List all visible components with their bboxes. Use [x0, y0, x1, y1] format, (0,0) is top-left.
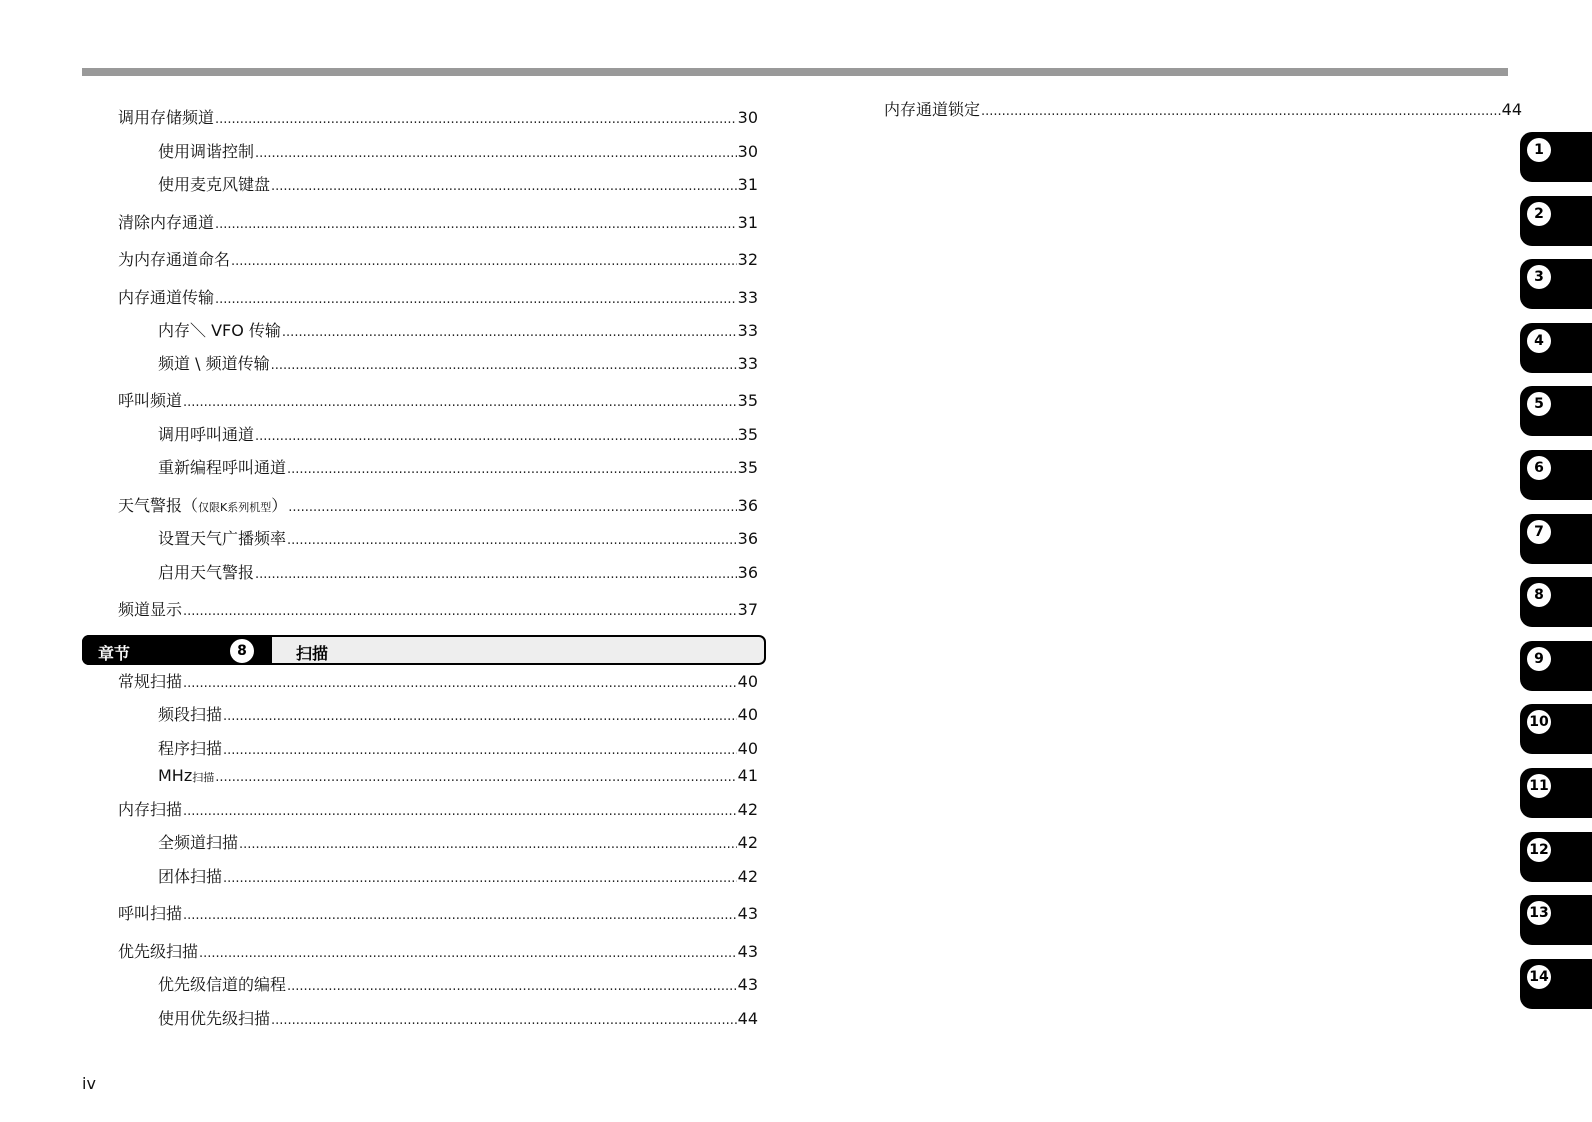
toc-entry-title: 团体扫描 [158, 867, 223, 886]
dot-leader [271, 356, 737, 376]
toc-entry-title: 全频道扫描 [158, 833, 239, 852]
toc-entry[interactable] [158, 321, 758, 343]
dot-leader [183, 602, 737, 622]
chapter-tab-number: 3 [1527, 265, 1551, 289]
toc-entry-title: 设置天气广播频率 [158, 529, 287, 548]
toc-entry[interactable] [158, 975, 758, 997]
toc-entry-title: 重新编程呼叫通道 [158, 458, 287, 477]
dot-leader [287, 460, 737, 480]
toc-entry-page: 40 [737, 672, 758, 691]
toc-entry-title-note: 扫描 [192, 771, 215, 784]
toc-entry[interactable] [118, 213, 758, 235]
toc-entry[interactable] [158, 833, 758, 855]
toc-entry-title: 优先级信道的编程 [158, 975, 287, 994]
toc-entry[interactable] [158, 1009, 758, 1031]
chapter-tab-number: 7 [1527, 520, 1551, 544]
dot-leader [183, 393, 737, 413]
toc-entry-page: 42 [737, 833, 758, 852]
toc-entry-title: 内存通道锁定 [884, 100, 981, 119]
toc-entry[interactable] [158, 705, 758, 727]
toc-entry-page: 33 [737, 288, 758, 307]
toc-entry[interactable] [118, 904, 758, 926]
toc-entry-title: 调用存储频道 [118, 108, 215, 127]
chapter-tab-8[interactable] [1520, 577, 1592, 627]
dot-leader [183, 802, 737, 822]
page-number: iv [82, 1074, 96, 1093]
toc-entry-page: 32 [737, 250, 758, 269]
dot-leader [239, 835, 737, 855]
toc-entry-title: 程序扫描 [158, 739, 223, 758]
toc-entry[interactable] [158, 425, 758, 447]
toc-entry-title: 频道显示 [118, 600, 183, 619]
chapter-tab-2[interactable] [1520, 196, 1592, 246]
chapter-tab-10[interactable] [1520, 704, 1592, 754]
chapter-tab-number: 6 [1527, 456, 1551, 480]
chapter-tab-7[interactable] [1520, 514, 1592, 564]
toc-entry-title: 频道 \ 频道传输 [158, 354, 270, 373]
chapter-tab-number: 13 [1527, 901, 1551, 925]
toc-entry[interactable] [158, 529, 758, 551]
toc-entry-page: 37 [737, 600, 758, 619]
toc-entry[interactable] [158, 739, 758, 761]
dot-leader [215, 215, 737, 235]
dot-leader [223, 707, 737, 727]
toc-entry-page: 42 [737, 800, 758, 819]
toc-entry-title: 启用天气警报 [158, 563, 255, 582]
chapter-tab-number: 9 [1527, 647, 1551, 671]
dot-leader [215, 290, 737, 310]
toc-entry-title: 使用调谐控制 [158, 142, 255, 161]
toc-entry-page: 33 [737, 354, 758, 373]
toc-entry-title-note: 仅限K系列机型 [198, 501, 272, 514]
toc-entry-page: 35 [737, 391, 758, 410]
dot-leader [271, 1011, 737, 1031]
chapter-tab-number: 8 [1527, 583, 1551, 607]
dot-leader [271, 177, 737, 197]
toc-entry-title: 呼叫频道 [118, 391, 183, 410]
dot-leader [287, 531, 737, 551]
toc-entry-title: 频段扫描 [158, 705, 223, 724]
toc-entry-page: 30 [737, 142, 758, 161]
toc-entry[interactable] [158, 175, 758, 197]
toc-entry-page: 43 [737, 975, 758, 994]
toc-entry[interactable] [118, 288, 758, 310]
toc-entry-page: 36 [737, 529, 758, 548]
toc-entry-title: 为内存通道命名 [118, 250, 231, 269]
dot-leader [255, 565, 737, 585]
toc-entry-title: 清除内存通道 [118, 213, 215, 232]
toc-entry-page: 36 [737, 563, 758, 582]
chapter-tab-13[interactable] [1520, 895, 1592, 945]
toc-entry-title-end: ） [271, 496, 288, 515]
toc-entry[interactable] [884, 100, 1522, 122]
dot-leader [981, 102, 1501, 122]
toc-entry-title: 使用优先级扫描 [158, 1009, 271, 1028]
dot-leader [199, 944, 737, 964]
toc-entry-page: 42 [737, 867, 758, 886]
toc-entry[interactable] [118, 672, 758, 694]
toc-entry-page: 44 [1501, 100, 1522, 119]
toc-entry-page: 43 [737, 942, 758, 961]
chapter-tab-number: 2 [1527, 202, 1551, 226]
toc-entry[interactable] [118, 391, 758, 413]
toc-entry[interactable] [118, 496, 758, 518]
toc-entry-title: 内存扫描 [118, 800, 183, 819]
toc-entry-title: 优先级扫描 [118, 942, 199, 961]
dot-leader [287, 977, 737, 997]
dot-leader [215, 110, 737, 130]
toc-entry-page: 31 [737, 175, 758, 194]
toc-entry-page: 35 [737, 425, 758, 444]
dot-leader [223, 741, 737, 761]
dot-leader [223, 869, 737, 889]
chapter-label: 章节 [98, 644, 131, 663]
dot-leader [282, 323, 737, 343]
toc-entry-page: 44 [737, 1009, 758, 1028]
top-rule [82, 68, 1508, 76]
chapter-tab-number: 4 [1527, 329, 1551, 353]
toc-entry-title: MHz [158, 766, 193, 785]
dot-leader [288, 498, 736, 518]
toc-entry[interactable] [158, 867, 758, 889]
chapter-tab-3[interactable] [1520, 259, 1592, 309]
toc-entry-page: 33 [737, 321, 758, 340]
chapter-tab-number: 12 [1527, 838, 1551, 862]
dot-leader [183, 906, 737, 926]
dot-leader [255, 427, 737, 447]
chapter-tab-1[interactable] [1520, 132, 1592, 182]
chapter-tab-4[interactable] [1520, 323, 1592, 373]
toc-entry-title: 天气警报（ [118, 496, 199, 515]
chapter-tab-5[interactable] [1520, 386, 1592, 436]
toc-entry-page: 41 [737, 766, 758, 785]
toc-entry[interactable] [158, 563, 758, 585]
toc-entry-title: 调用呼叫通道 [158, 425, 255, 444]
chapter-tab-number: 5 [1527, 392, 1551, 416]
toc-entry-page: 31 [737, 213, 758, 232]
toc-entry-page: 35 [737, 458, 758, 477]
toc-entry[interactable] [118, 600, 758, 622]
toc-entry-page: 40 [737, 739, 758, 758]
chapter-tab-number: 11 [1527, 774, 1551, 798]
toc-entry-title: 呼叫扫描 [118, 904, 183, 923]
toc-entry-page: 36 [737, 496, 758, 515]
toc-entry-title: 使用麦克风键盘 [158, 175, 271, 194]
chapter-tab-9[interactable] [1520, 641, 1592, 691]
toc-entry[interactable] [118, 108, 758, 130]
toc-entry-title: 内存＼ VFO 传输 [158, 321, 281, 340]
chapter-tab-14[interactable] [1520, 959, 1592, 1009]
chapter-tab-11[interactable] [1520, 768, 1592, 818]
toc-entry-page: 40 [737, 705, 758, 724]
chapter-title: 扫描 [296, 644, 329, 663]
toc-entry[interactable] [118, 250, 758, 272]
toc-entry[interactable] [158, 142, 758, 164]
chapter-tab-number: 14 [1527, 965, 1551, 989]
dot-leader [231, 252, 737, 272]
toc-entry-title: 内存通道传输 [118, 288, 215, 307]
dot-leader [183, 674, 737, 694]
toc-entry[interactable] [118, 942, 758, 964]
chapter-header [82, 635, 766, 665]
chapter-number-badge: 8 [230, 639, 254, 663]
toc-entry[interactable] [158, 458, 758, 480]
dot-leader [215, 768, 736, 788]
toc-entry[interactable] [118, 800, 758, 822]
toc-entry-page: 43 [737, 904, 758, 923]
toc-entry-title: 常规扫描 [118, 672, 183, 691]
toc-entry[interactable] [158, 766, 758, 788]
chapter-tab-number: 10 [1527, 710, 1551, 734]
toc-entry[interactable] [158, 354, 758, 376]
toc-entry-page: 30 [737, 108, 758, 127]
chapter-tab-number: 1 [1527, 138, 1551, 162]
chapter-tab-12[interactable] [1520, 832, 1592, 882]
dot-leader [255, 144, 737, 164]
chapter-tab-6[interactable] [1520, 450, 1592, 500]
